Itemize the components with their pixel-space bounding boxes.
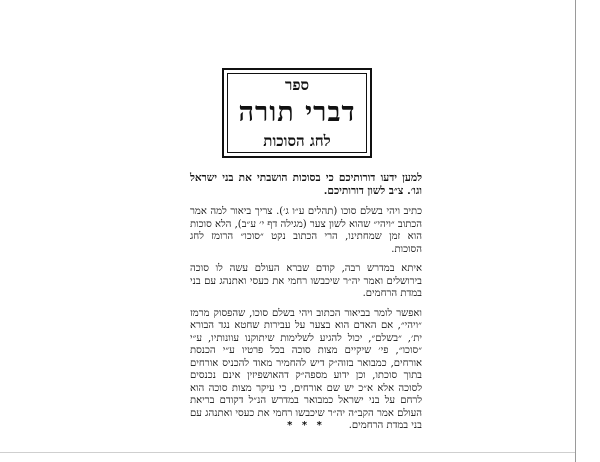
verse-heading: למען ידעו דורותיכם כי בסוכות הושבתי את בני ישראל וגו׳. צ״ב לשון דורותיכם. — [190, 172, 422, 197]
paragraph-3: ואפשר לומר בביאור הכתוב ויהי בשלם סוכו, שהפסוק מרמז ״ויהי״, אם האדם הוא בצער על עבירות שחטא נגד הבורא ית׳, ״בשלם״, יכול להגיע לשלימות שיתוקנו עוונותיו, ע״י ״סוכו״, פי׳ שיקיים מצות סוכה בכל פרטיו ע״י הכנסת אורחים, כמבואר בזוה״ק דיש להחמיר מאוד להכניס אורחים בתוך סוכתו, וכן ידוע מספה״ק דהאושפיזין אינם נכנסים לסוכה אלא א״כ יש שם אורחים, כי עיקר מצות סוכה הוא לרחם על בני ישראל כמבואר במדרש הנ״ל דקודם בריאת העולם אמר הקב״ה יה״ר שיכבשו רחמי את כעסי ואתנהג עם בני במדת הרחמים. — [190, 307, 422, 431]
title-sefer: ספר — [284, 76, 310, 94]
paragraph-2: איתא במדרש רבה, קודם שברא העולם עשה לו סוכה בירושלים ואמר יה״ר שיכבשו רחמי את כעסי ואתנהג עם בני במדת הרחמים. — [190, 263, 422, 299]
title-main: דברי תורה — [238, 97, 356, 128]
body-text — [190, 172, 422, 440]
title-box — [222, 68, 372, 158]
title-subtitle: לחג הסוכות — [263, 132, 331, 150]
page-edge-bottom — [0, 452, 575, 453]
page-edge-right — [575, 0, 576, 462]
end-mark: * * * — [287, 420, 325, 431]
paragraph-1: כתיב ויהי בשלם סוכו (תהלים ע״ו ג׳). צריך ביאור למה אמר הכתוב ״ויהי״ שהוא לשון צער (מגילה דף י׳ ע״ב), הלא סוכות הוא זמן שמחתינו, הרי הכתוב נקט ״סוכו״ הרומז לחג הסוכות. — [190, 206, 422, 255]
